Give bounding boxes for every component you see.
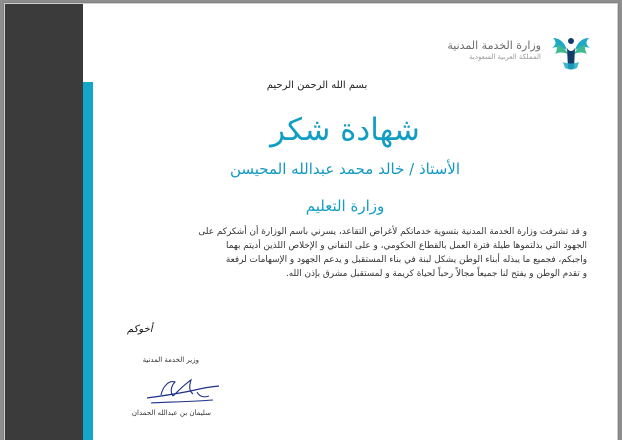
- ministry-emblem-icon: [547, 28, 595, 76]
- handwritten-signature: [143, 372, 225, 408]
- body-line: واجبكم، فجميع ما يبذله أبناء الوطن يشكل لبنة في بناء المستقبل و يدعم الجهود و الإسهامات لرفعة: [225, 255, 587, 265]
- signer-name: سليمان بن عبدالله الحمدان: [131, 409, 211, 417]
- basmala: بسم الله الرحمن الرحيم: [266, 80, 368, 91]
- recipient-name: الأستاذ / خالد محمد عبدالله المحيسن: [229, 160, 461, 178]
- body-line: الجهود التي بذلتموها طيلة فترة العمل بالقطاع الحكومي، و على التفاني و الإخلاص اللذين أديتم بهما: [226, 241, 587, 251]
- signer-title: وزير الخدمة المدنية: [142, 356, 199, 364]
- dark-side-stripe: [5, 4, 83, 440]
- body-line: و قد تشرفت وزارة الخدمة المدنية بتسوية خدماتكم لأغراض التقاعد، يسرني باسم الوزارة أن أشكركم على: [198, 227, 587, 237]
- certificate-body: [101, 225, 587, 281]
- signature-closing: أخوكم: [127, 324, 153, 335]
- signature-block: [91, 320, 211, 425]
- certificate: [4, 3, 618, 440]
- certificate-title: شهادة شكر: [270, 112, 420, 148]
- recipient-organization: وزارة التعليم: [305, 197, 385, 215]
- ministry-logo-subtitle: المملكة العربية السعودية: [469, 53, 541, 61]
- ministry-logo-name: وزارة الخدمة المدنية: [447, 39, 541, 52]
- body-line: و تقدم الوطن و يفتح لنا جميعاً مجالاً رحباً لحياة كريمة و لمستقبل مشرق بإذن الله.: [285, 269, 587, 279]
- ministry-logo: [395, 28, 595, 78]
